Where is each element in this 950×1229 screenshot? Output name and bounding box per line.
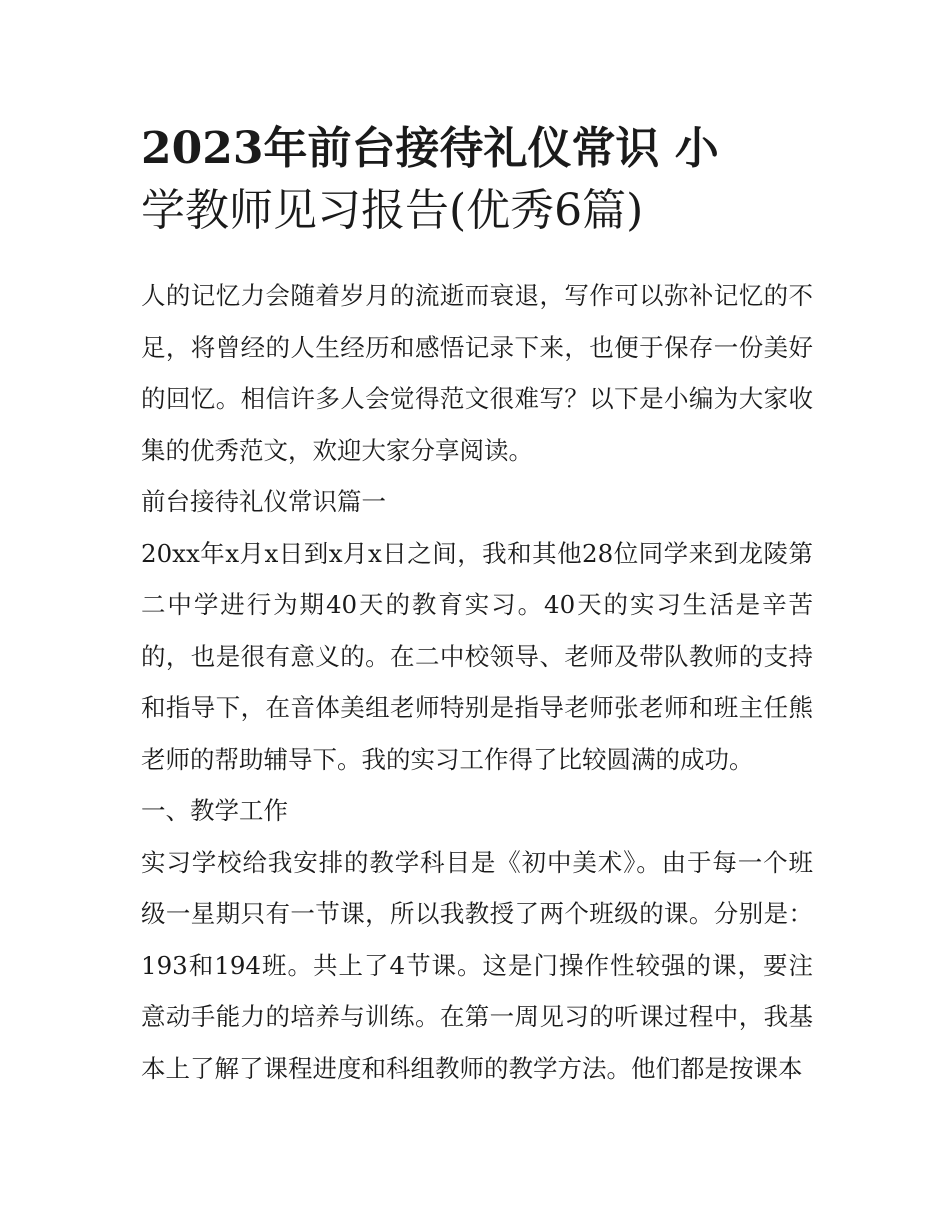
section-heading: 前台接待礼仪常识篇一 [141,487,386,516]
body-paragraph-1: 20xx年x月x日到x月x日之间，我和其他28位同学来到龙陵第二中学进行为期40天的教育实习。40天的实习生活是辛苦的，也是很有意义的。在二中校领导、老师及带队教师的支持和指导下，在音体美组老师特别是指导老师张老师和班主任熊老师的帮助辅导下。我的实习工作得了比较圆满的成功。 [141,538,813,774]
title-line-1: 2023年前台接待礼仪常识 小 [141,123,719,174]
body-paragraph-2: 实习学校给我安排的教学科目是《初中美术》。由于每一个班级一星期只有一节课，所以我教授了两个班级的课。分别是：193和194班。共上了4节课。这是门操作性较强的课，要注意动手能力的培养与训练。在第一周见习的听课过程中，我基本上了解了课程进度和科组教师的教学方法。他们都是按课本 [141,847,813,1083]
title-line-2: 学教师见习报告(优秀6篇) [141,185,644,236]
subheading-teaching-work: 一、教学工作 [141,796,288,825]
intro-paragraph: 人的记忆力会随着岁月的流逝而衰退，写作可以弥补记忆的不足，将曾经的人生经历和感悟记录下来，也便于保存一份美好的回忆。相信许多人会觉得范文很难写？以下是小编为大家收集的优秀范文，欢迎大家分享阅读。 [141,281,813,465]
document-body [141,270,813,1094]
document-title [141,118,813,242]
document-page [141,118,813,1094]
